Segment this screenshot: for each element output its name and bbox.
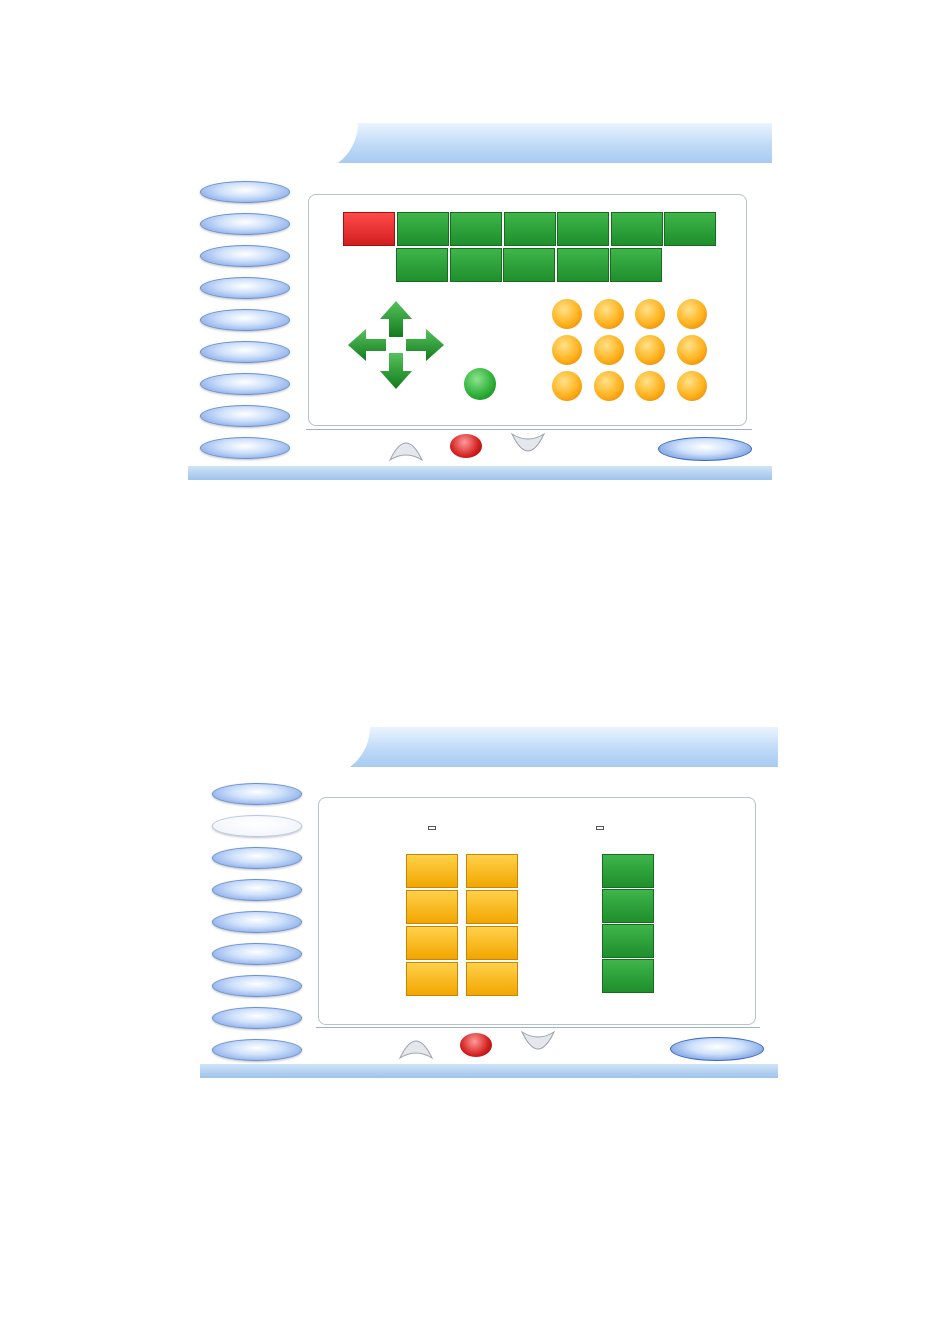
header-logo-area [188,123,358,173]
function-button[interactable] [664,212,716,246]
sidebar-button[interactable] [212,879,302,901]
volume-up-icon[interactable] [388,432,424,462]
output-button[interactable] [602,924,654,958]
sidebar-button[interactable] [200,373,290,395]
input-button[interactable] [466,854,518,888]
sidebar-button[interactable] [212,783,302,805]
input-button[interactable] [406,962,458,996]
output-button[interactable] [602,959,654,993]
function-button[interactable] [504,212,556,246]
menu-button[interactable] [464,368,496,400]
sidebar-button[interactable] [200,405,290,427]
power-button[interactable] [343,212,395,246]
function-button[interactable] [397,212,449,246]
sidebar-button[interactable] [200,341,290,363]
figure-control-panel [188,123,772,480]
volume-down-icon[interactable] [520,1030,556,1060]
exit-button[interactable] [658,437,752,461]
function-button[interactable] [450,212,502,246]
sidebar-button[interactable] [200,245,290,267]
function-button[interactable] [450,248,502,282]
sidebar-button[interactable] [212,1007,302,1029]
function-button[interactable] [396,248,448,282]
sidebar-button[interactable] [200,309,290,331]
sidebar-button[interactable] [212,943,302,965]
volume-up-icon[interactable] [398,1030,434,1060]
mute-button[interactable] [450,434,482,458]
numpad-key[interactable] [677,371,707,401]
arrow-right-icon [406,329,444,361]
function-button[interactable] [611,212,663,246]
function-button[interactable] [557,212,609,246]
numpad-key[interactable] [635,335,665,365]
mute-button[interactable] [460,1033,492,1057]
sidebar-button[interactable] [200,437,290,459]
sidebar-button[interactable] [212,975,302,997]
direction-pad[interactable] [346,299,446,391]
sidebar-button[interactable] [212,911,302,933]
footer-divider [316,1027,760,1028]
output-button[interactable] [602,854,654,888]
function-button[interactable] [610,248,662,282]
sidebar-button[interactable] [212,815,302,837]
sidebar-button[interactable] [200,277,290,299]
input-button[interactable] [406,854,458,888]
input-button[interactable] [406,890,458,924]
control-content-area [318,797,756,1025]
arrow-left-icon [348,329,386,361]
volume-down-icon[interactable] [510,432,546,462]
sidebar-button[interactable] [212,1039,302,1061]
function-button[interactable] [503,248,555,282]
arrow-up-icon [380,301,412,337]
sidebar-button[interactable] [200,181,290,203]
input-button[interactable] [466,926,518,960]
header-logo-area [200,727,370,777]
function-button[interactable] [557,248,609,282]
numpad-key[interactable] [552,335,582,365]
output-button[interactable] [602,889,654,923]
input-select-label [428,826,436,830]
numpad-key[interactable] [552,299,582,329]
footer-band [200,1064,778,1078]
input-button[interactable] [466,890,518,924]
numpad-key[interactable] [594,299,624,329]
arrow-down-icon [380,353,412,389]
footer-divider [306,429,752,430]
numpad-key[interactable] [677,335,707,365]
exit-button[interactable] [670,1037,764,1061]
input-button[interactable] [466,962,518,996]
footer-band [188,466,772,480]
sidebar-button[interactable] [200,213,290,235]
input-button[interactable] [406,926,458,960]
numpad-key[interactable] [635,371,665,401]
figure-video-switch-panel [200,727,778,1078]
numpad-key[interactable] [635,299,665,329]
sidebar-button[interactable] [212,847,302,869]
numpad-key[interactable] [677,299,707,329]
output-select-label [596,826,604,830]
numpad-key[interactable] [594,335,624,365]
numpad-key[interactable] [552,371,582,401]
numpad-key[interactable] [594,371,624,401]
